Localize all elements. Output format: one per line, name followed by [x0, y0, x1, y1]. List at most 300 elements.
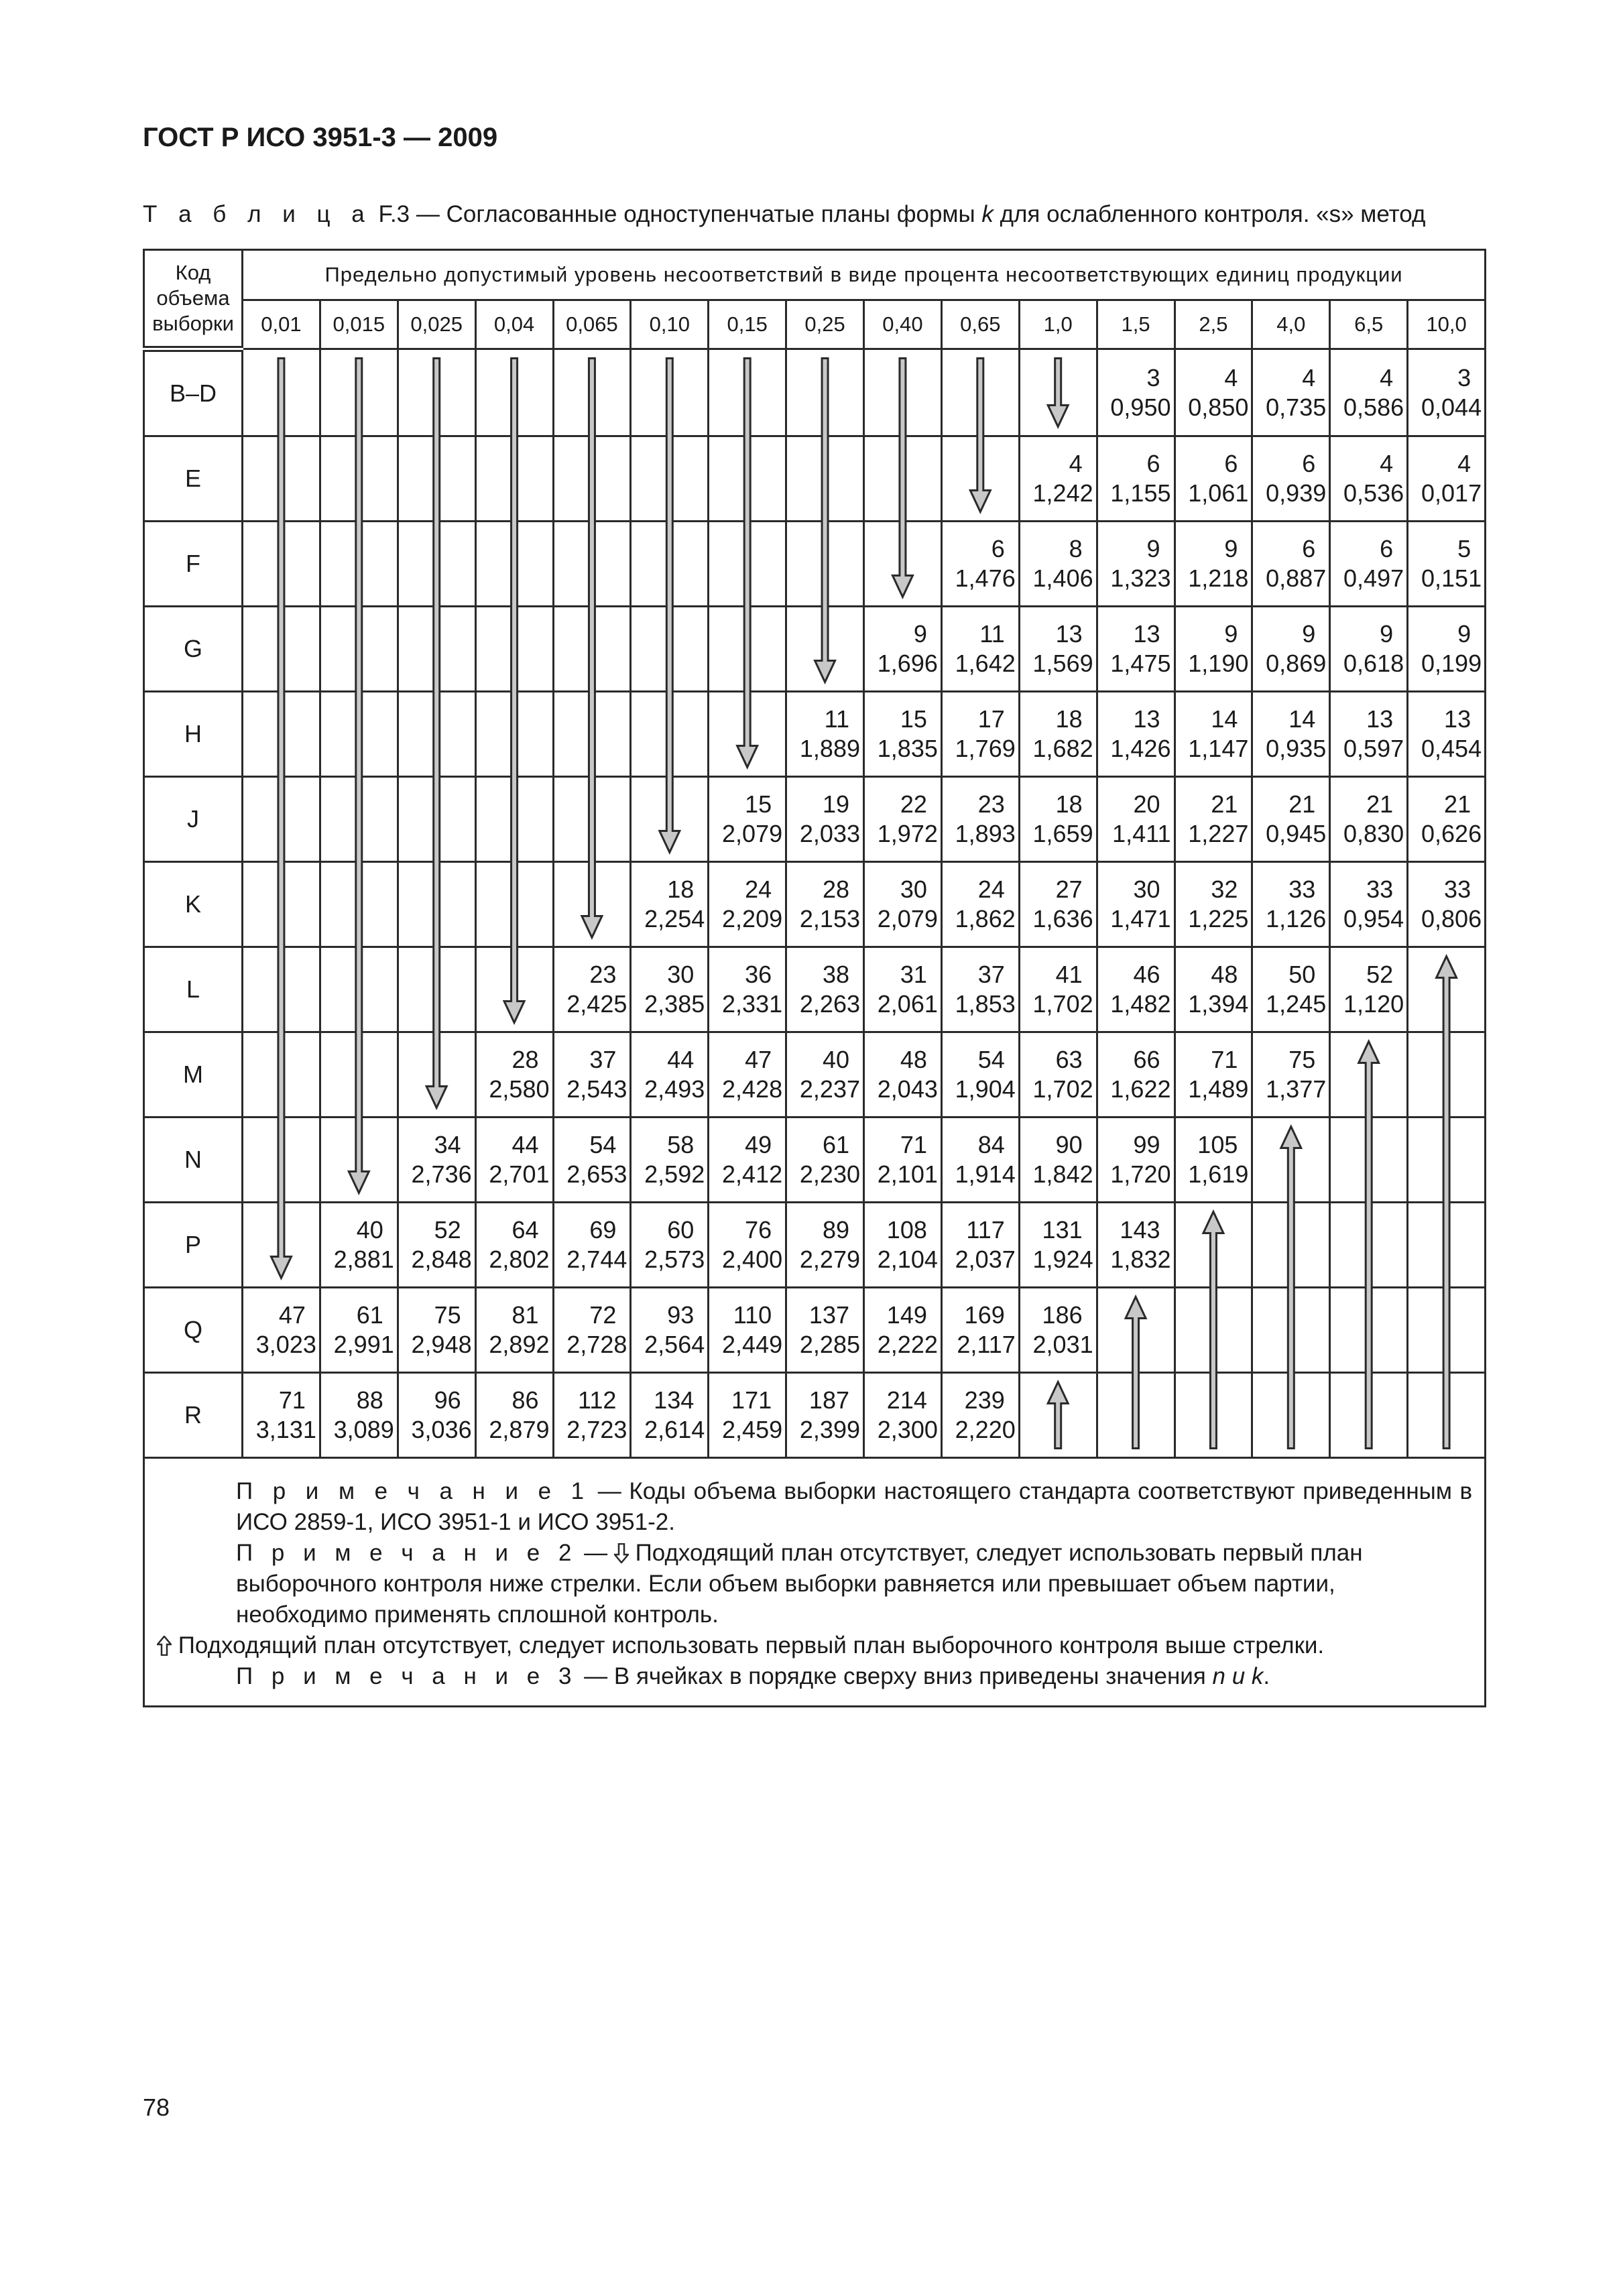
arrow-down-cell — [553, 777, 631, 862]
sample-size-n: 33 — [1444, 875, 1471, 903]
sample-size-n: 21 — [1288, 790, 1316, 818]
sample-size-n: 9 — [1302, 620, 1316, 648]
caption-number: F.3 — Согласованные одноступенчатые планы формы — [371, 201, 982, 227]
acceptability-constant-k: 2,592 — [644, 1160, 705, 1188]
plan-cell — [1019, 692, 1097, 777]
plan-cell — [553, 1203, 631, 1288]
plan-cell — [1252, 947, 1330, 1032]
aql-header-cell: 10,0 — [1408, 300, 1486, 349]
table-row — [144, 1288, 1486, 1373]
acceptability-constant-k: 1,893 — [955, 820, 1016, 847]
acceptability-constant-k: 1,476 — [955, 564, 1016, 592]
sample-size-n: 47 — [278, 1301, 306, 1329]
plan-cell — [1175, 607, 1252, 692]
acceptability-constant-k: 2,653 — [566, 1160, 627, 1188]
sample-size-n: 186 — [1042, 1301, 1083, 1329]
arrow-down-cell — [475, 947, 553, 1032]
plan-cell — [941, 607, 1019, 692]
sample-size-n: 169 — [964, 1301, 1005, 1329]
sample-size-n: 47 — [745, 1046, 772, 1073]
plan-cell — [320, 1288, 398, 1373]
acceptability-constant-k: 1,636 — [1032, 905, 1093, 932]
arrow-up-cell — [1408, 1203, 1486, 1288]
sample-size-n: 105 — [1197, 1131, 1238, 1158]
acceptability-constant-k: 2,033 — [799, 820, 860, 847]
arrow-up-cell — [1175, 1373, 1252, 1458]
down-arrow-icon — [614, 1543, 629, 1563]
arrow-down-cell — [320, 947, 398, 1032]
sample-size-n: 9 — [1224, 535, 1238, 562]
plan-cell — [709, 1117, 786, 1203]
arrow-down-cell — [243, 1032, 320, 1117]
code-column-header — [144, 250, 243, 349]
arrow-down-cell — [398, 1032, 475, 1117]
arrow-down-cell — [553, 862, 631, 947]
code-header-line-3: выборки — [152, 312, 234, 335]
plan-cell — [631, 1203, 709, 1288]
plan-cell — [1019, 862, 1097, 947]
acceptability-constant-k: 2,425 — [566, 990, 627, 1018]
plan-cell — [941, 1288, 1019, 1373]
plan-cell — [1019, 522, 1097, 607]
plan-cell — [1175, 436, 1252, 522]
plan-cell — [475, 1373, 553, 1458]
arrow-down-cell — [475, 862, 553, 947]
acceptability-constant-k: 2,061 — [877, 990, 938, 1018]
arrow-down-cell — [243, 1203, 320, 1288]
plan-cell — [941, 1032, 1019, 1117]
plan-cell — [1330, 692, 1408, 777]
aql-header-cell: 2,5 — [1175, 300, 1252, 349]
acceptability-constant-k: 2,723 — [566, 1416, 627, 1443]
plan-cell — [864, 1203, 942, 1288]
acceptability-constant-k: 2,399 — [799, 1416, 860, 1443]
plan-cell — [864, 1288, 942, 1373]
acceptability-constant-k: 1,659 — [1032, 820, 1093, 847]
plan-cell — [631, 1288, 709, 1373]
aql-header-cell: 6,5 — [1330, 300, 1408, 349]
arrow-down-cell — [553, 607, 631, 692]
sample-size-n: 21 — [1211, 790, 1238, 818]
arrow-down-cell — [243, 862, 320, 947]
sample-size-n: 143 — [1120, 1216, 1160, 1244]
plan-cell — [1175, 1117, 1252, 1203]
arrow-down-cell — [864, 349, 942, 436]
arrow-down-cell — [709, 522, 786, 607]
sample-size-n: 30 — [667, 961, 695, 988]
plan-cell — [709, 1203, 786, 1288]
aql-header-cell: 0,04 — [475, 300, 553, 349]
arrow-down-cell — [243, 349, 320, 436]
acceptability-constant-k: 0,950 — [1110, 393, 1171, 421]
sample-size-n: 9 — [1457, 620, 1471, 648]
note-3-n: n — [1212, 1663, 1225, 1689]
acceptability-constant-k: 1,842 — [1032, 1160, 1093, 1188]
sample-size-n: 63 — [1055, 1046, 1083, 1073]
plan-cell — [243, 1373, 320, 1458]
arrow-down-cell — [786, 607, 864, 692]
sample-size-n: 108 — [886, 1216, 927, 1244]
plan-cell — [553, 1288, 631, 1373]
sample-size-n: 71 — [278, 1386, 306, 1414]
sample-size-n: 18 — [1055, 790, 1083, 818]
aql-group-header: Предельно допустимый уровень несоответствий в виде процента несоответствующих единиц продукции — [243, 250, 1486, 300]
aql-header-cell: 0,40 — [864, 300, 942, 349]
plan-cell — [1330, 862, 1408, 947]
acceptability-constant-k: 1,702 — [1032, 990, 1093, 1018]
sample-size-n: 61 — [356, 1301, 383, 1329]
acceptability-constant-k: 1,862 — [955, 905, 1016, 932]
plan-cell — [864, 862, 942, 947]
arrow-up-cell — [1408, 947, 1486, 1032]
arrow-down-cell — [709, 436, 786, 522]
sample-size-n: 110 — [733, 1301, 772, 1329]
acceptability-constant-k: 2,153 — [799, 905, 860, 932]
sample-size-n: 6 — [1302, 535, 1316, 562]
sample-size-n: 3 — [1146, 363, 1160, 391]
sample-size-n: 11 — [979, 620, 1005, 648]
sample-size-n: 44 — [512, 1131, 539, 1158]
sample-size-n: 6 — [991, 535, 1005, 562]
arrow-down-cell — [243, 607, 320, 692]
sample-size-n: 187 — [808, 1386, 849, 1414]
acceptability-constant-k: 0,626 — [1421, 820, 1482, 847]
sample-size-n: 46 — [1133, 961, 1160, 988]
plan-cell — [941, 1203, 1019, 1288]
acceptability-constant-k: 2,300 — [877, 1416, 938, 1443]
table-row — [144, 1373, 1486, 1458]
arrow-down-cell — [709, 692, 786, 777]
arrow-down-cell — [320, 349, 398, 436]
sample-size-n: 36 — [745, 961, 772, 988]
plan-cell — [1252, 522, 1330, 607]
plan-cell — [1019, 1117, 1097, 1203]
arrow-up-cell — [1252, 1203, 1330, 1288]
acceptability-constant-k: 0,618 — [1343, 650, 1404, 677]
note-3 — [157, 1661, 1472, 1692]
caption-k: k — [981, 201, 994, 227]
acceptability-constant-k: 1,619 — [1188, 1160, 1249, 1188]
sample-size-n: 52 — [1366, 961, 1394, 988]
sample-size-n: 13 — [1133, 705, 1160, 733]
acceptability-constant-k: 1,720 — [1110, 1160, 1171, 1188]
arrow-up-cell — [1175, 1288, 1252, 1373]
sample-size-n: 15 — [900, 705, 927, 733]
acceptability-constant-k: 2,412 — [722, 1160, 783, 1188]
arrow-down-cell — [320, 862, 398, 947]
plan-cell — [864, 1117, 942, 1203]
acceptability-constant-k: 2,031 — [1032, 1331, 1093, 1358]
sample-size-n: 4 — [1069, 450, 1083, 477]
plan-cell — [1097, 777, 1175, 862]
plan-cell — [475, 1203, 553, 1288]
sample-size-n: 38 — [822, 961, 849, 988]
acceptability-constant-k: 2,428 — [722, 1075, 783, 1103]
plan-cell — [1330, 777, 1408, 862]
sample-size-n: 9 — [1380, 620, 1394, 648]
acceptability-constant-k: 2,230 — [799, 1160, 860, 1188]
plan-cell — [709, 947, 786, 1032]
plan-cell — [1330, 522, 1408, 607]
acceptability-constant-k: 0,806 — [1421, 905, 1482, 932]
plan-cell — [941, 1373, 1019, 1458]
arrow-down-cell — [475, 436, 553, 522]
plan-cell — [1097, 436, 1175, 522]
plan-cell — [553, 947, 631, 1032]
acceptability-constant-k: 1,323 — [1110, 564, 1171, 592]
acceptability-constant-k: 2,991 — [333, 1331, 394, 1358]
arrow-down-cell — [320, 692, 398, 777]
plan-cell — [398, 1117, 475, 1203]
plan-cell — [1019, 436, 1097, 522]
acceptability-constant-k: 1,682 — [1032, 735, 1093, 762]
plan-cell — [1175, 1032, 1252, 1117]
sample-size-n: 32 — [1211, 875, 1238, 903]
plan-cell — [631, 947, 709, 1032]
sample-size-code: G — [144, 607, 243, 692]
acceptability-constant-k: 1,426 — [1110, 735, 1171, 762]
arrow-down-cell — [864, 522, 942, 607]
plan-cell — [786, 1203, 864, 1288]
sample-size-code: B–D — [144, 349, 243, 436]
arrow-down-cell — [475, 777, 553, 862]
aql-header-row — [144, 300, 1486, 349]
sample-size-n: 23 — [977, 790, 1005, 818]
acceptability-constant-k: 1,155 — [1110, 479, 1171, 507]
sample-size-n: 71 — [900, 1131, 927, 1158]
acceptability-constant-k: 1,904 — [955, 1075, 1016, 1103]
plan-cell — [1019, 1288, 1097, 1373]
sample-size-code: R — [144, 1373, 243, 1458]
sample-size-n: 28 — [512, 1046, 539, 1073]
arrow-down-cell — [553, 692, 631, 777]
aql-header-cell: 0,065 — [553, 300, 631, 349]
acceptability-constant-k: 1,394 — [1188, 990, 1249, 1018]
arrow-down-cell — [553, 349, 631, 436]
acceptability-constant-k: 2,079 — [877, 905, 938, 932]
acceptability-constant-k: 2,043 — [877, 1075, 938, 1103]
plan-cell — [1097, 1117, 1175, 1203]
acceptability-constant-k: 2,209 — [722, 905, 783, 932]
arrow-down-cell — [709, 349, 786, 436]
acceptability-constant-k: 2,701 — [489, 1160, 550, 1188]
acceptability-constant-k: 0,945 — [1266, 820, 1327, 847]
plan-cell — [786, 947, 864, 1032]
sample-size-n: 84 — [977, 1131, 1005, 1158]
sample-size-n: 6 — [1146, 450, 1160, 477]
sample-size-n: 6 — [1302, 450, 1316, 477]
sampling-plan-table — [143, 249, 1486, 1707]
arrow-down-cell — [398, 522, 475, 607]
sample-size-n: 14 — [1288, 705, 1316, 733]
plan-cell — [1330, 607, 1408, 692]
note-1-label: П р и м е ч а н и е 1 — [236, 1478, 591, 1504]
sample-size-n: 48 — [1211, 961, 1238, 988]
sample-size-n: 86 — [512, 1386, 539, 1414]
sample-size-code: K — [144, 862, 243, 947]
arrow-up-cell — [1097, 1288, 1175, 1373]
table-row — [144, 947, 1486, 1032]
arrow-down-cell — [864, 436, 942, 522]
acceptability-constant-k: 2,254 — [644, 905, 705, 932]
acceptability-constant-k: 0,954 — [1343, 905, 1404, 932]
arrow-down-cell — [320, 1032, 398, 1117]
sample-size-n: 37 — [977, 961, 1005, 988]
sample-size-n: 9 — [913, 620, 927, 648]
plan-cell — [1097, 947, 1175, 1032]
sample-size-code: L — [144, 947, 243, 1032]
acceptability-constant-k: 1,622 — [1110, 1075, 1171, 1103]
acceptability-constant-k: 2,385 — [644, 990, 705, 1018]
acceptability-constant-k: 2,079 — [722, 820, 783, 847]
acceptability-constant-k: 1,061 — [1188, 479, 1249, 507]
plan-cell — [398, 1288, 475, 1373]
note-1 — [157, 1476, 1472, 1538]
table-row — [144, 1032, 1486, 1117]
acceptability-constant-k: 2,263 — [799, 990, 860, 1018]
page-number: 78 — [143, 2094, 170, 2121]
acceptability-constant-k: 1,569 — [1032, 650, 1093, 677]
arrow-down-cell — [941, 436, 1019, 522]
plan-cell — [1408, 692, 1486, 777]
sample-size-n: 11 — [824, 705, 849, 733]
plan-cell — [398, 1373, 475, 1458]
note-2 — [157, 1538, 1472, 1630]
arrow-up-cell — [1019, 1373, 1097, 1458]
plan-cell — [398, 1203, 475, 1288]
acceptability-constant-k: 2,744 — [566, 1246, 627, 1273]
plan-cell — [631, 1373, 709, 1458]
plan-cell — [864, 777, 942, 862]
plan-cell — [709, 777, 786, 862]
sample-size-code: E — [144, 436, 243, 522]
arrow-up-cell — [1252, 1373, 1330, 1458]
plan-cell — [864, 1032, 942, 1117]
plan-cell — [941, 522, 1019, 607]
acceptability-constant-k: 2,220 — [955, 1416, 1016, 1443]
arrow-up-cell — [1330, 1117, 1408, 1203]
sample-size-n: 22 — [900, 790, 927, 818]
arrow-up-cell — [1252, 1288, 1330, 1373]
sampling-plan-table-wrapper — [143, 249, 1484, 1707]
sample-size-n: 50 — [1288, 961, 1316, 988]
arrow-down-cell — [320, 607, 398, 692]
acceptability-constant-k: 2,614 — [644, 1416, 705, 1443]
plan-cell — [1252, 777, 1330, 862]
document-header: ГОСТ Р ИСО 3951-3 — 2009 — [143, 123, 498, 152]
plan-cell — [864, 1373, 942, 1458]
acceptability-constant-k: 2,037 — [955, 1246, 1016, 1273]
acceptability-constant-k: 1,489 — [1188, 1075, 1249, 1103]
sample-size-n: 28 — [822, 875, 849, 903]
aql-header-cell: 0,025 — [398, 300, 475, 349]
plan-cell — [1175, 862, 1252, 947]
plan-cell — [1408, 522, 1486, 607]
sample-size-n: 89 — [822, 1216, 849, 1244]
note-3-k: k — [1251, 1663, 1264, 1689]
note-1-text: — Коды объема выборки настоящего стандарта соответствуют приведенным в ИСО 2859-1, ИСО 3951-1 и ИСО 3951-2. — [236, 1478, 1473, 1535]
sample-size-n: 81 — [512, 1301, 539, 1329]
sample-size-n: 112 — [577, 1386, 617, 1414]
arrow-down-cell — [398, 349, 475, 436]
arrow-down-cell — [941, 349, 1019, 436]
sample-size-n: 19 — [822, 790, 849, 818]
sample-size-code: F — [144, 522, 243, 607]
acceptability-constant-k: 2,573 — [644, 1246, 705, 1273]
arrow-up-cell — [1175, 1203, 1252, 1288]
sample-size-n: 13 — [1444, 705, 1471, 733]
acceptability-constant-k: 2,728 — [566, 1331, 627, 1358]
plan-cell — [709, 1288, 786, 1373]
code-header-line-1: Код — [175, 261, 211, 284]
plan-cell — [1097, 522, 1175, 607]
arrow-down-cell — [243, 1117, 320, 1203]
plan-cell — [631, 1032, 709, 1117]
sample-size-n: 4 — [1380, 363, 1394, 391]
sample-size-n: 72 — [589, 1301, 617, 1329]
acceptability-constant-k: 0,735 — [1266, 393, 1327, 421]
sample-size-n: 64 — [512, 1216, 539, 1244]
plan-cell — [320, 1373, 398, 1458]
sample-size-n: 60 — [667, 1216, 695, 1244]
plan-cell — [941, 1117, 1019, 1203]
arrow-down-cell — [398, 436, 475, 522]
plan-cell — [1408, 436, 1486, 522]
acceptability-constant-k: 3,023 — [255, 1331, 316, 1358]
code-header-line-2: объема — [156, 286, 230, 310]
plan-cell — [631, 862, 709, 947]
acceptability-constant-k: 1,853 — [955, 990, 1016, 1018]
acceptability-constant-k: 2,848 — [411, 1246, 472, 1273]
note-3-label: П р и м е ч а н и е 3 — [236, 1663, 578, 1689]
sample-size-n: 61 — [822, 1131, 849, 1158]
table-row — [144, 1117, 1486, 1203]
note-2b-text: Подходящий план отсутствует, следует использовать первый план выборочного контроля выше стрелки. — [172, 1632, 1325, 1658]
acceptability-constant-k: 0,887 — [1266, 564, 1327, 592]
plan-cell — [1097, 862, 1175, 947]
acceptability-constant-k: 2,449 — [722, 1331, 783, 1358]
sample-size-n: 52 — [434, 1216, 461, 1244]
arrow-down-cell — [320, 777, 398, 862]
table-row — [144, 862, 1486, 947]
arrow-up-cell — [1330, 1288, 1408, 1373]
acceptability-constant-k: 1,924 — [1032, 1246, 1093, 1273]
notes — [144, 1458, 1486, 1707]
plan-cell — [1408, 349, 1486, 436]
sample-size-n: 48 — [900, 1046, 927, 1073]
acceptability-constant-k: 1,245 — [1266, 990, 1327, 1018]
sample-size-n: 40 — [356, 1216, 383, 1244]
plan-cell — [1252, 607, 1330, 692]
sample-size-n: 88 — [356, 1386, 383, 1414]
note-2-dash: — — [577, 1540, 614, 1566]
plan-cell — [1175, 522, 1252, 607]
plan-cell — [1252, 349, 1330, 436]
sample-size-n: 3 — [1457, 363, 1471, 391]
acceptability-constant-k: 0,939 — [1266, 479, 1327, 507]
acceptability-constant-k: 2,736 — [411, 1160, 472, 1188]
plan-cell — [1097, 1032, 1175, 1117]
acceptability-constant-k: 0,199 — [1421, 650, 1482, 677]
sample-size-n: 6 — [1224, 450, 1238, 477]
arrow-down-cell — [243, 777, 320, 862]
acceptability-constant-k: 1,225 — [1188, 905, 1249, 932]
sample-size-n: 24 — [745, 875, 772, 903]
arrow-down-cell — [398, 862, 475, 947]
plan-cell — [243, 1288, 320, 1373]
plan-cell — [320, 1203, 398, 1288]
sample-size-n: 17 — [977, 705, 1005, 733]
